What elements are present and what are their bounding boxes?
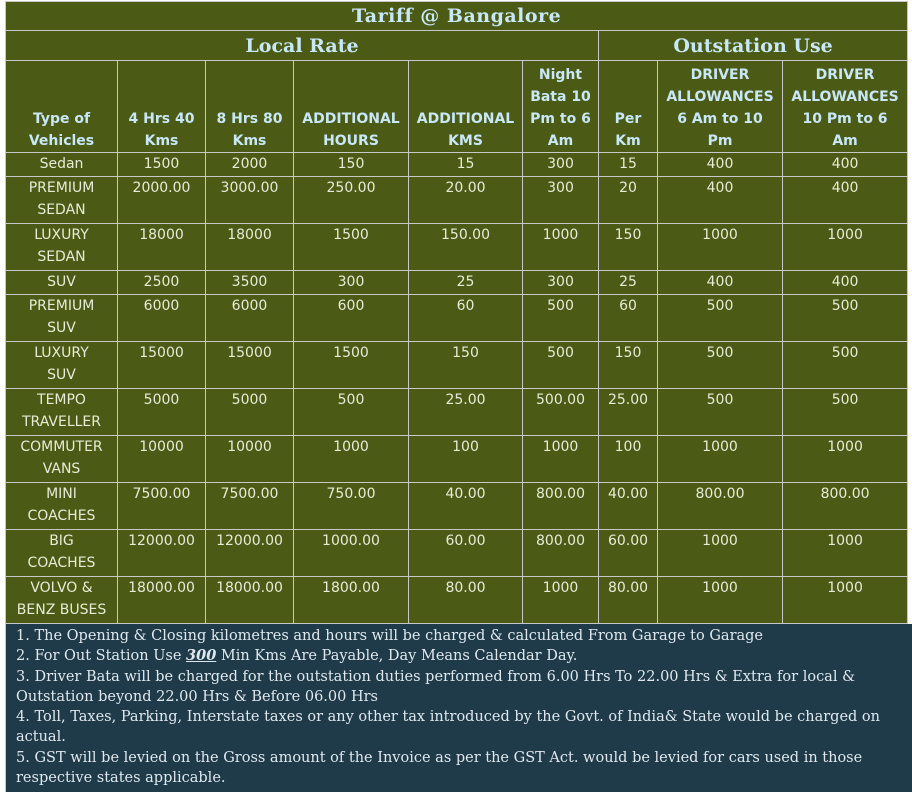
column-header-line: DRIVER bbox=[815, 67, 875, 83]
table-row bbox=[6, 153, 908, 177]
rate-cell: 1000 bbox=[783, 530, 908, 577]
vehicle-type-cell bbox=[6, 295, 118, 342]
column-header-line: Kms bbox=[144, 133, 179, 149]
vehicle-type-cell bbox=[6, 530, 118, 577]
rate-cell: 60 bbox=[409, 295, 523, 342]
rate-cell: 1000 bbox=[783, 436, 908, 483]
column-header-line: Pm to 6 bbox=[530, 111, 591, 127]
table-row bbox=[6, 389, 908, 436]
vehicle-type-line: TEMPO bbox=[37, 392, 86, 408]
vehicle-type-line: PREMIUM bbox=[28, 180, 95, 196]
column-header bbox=[523, 61, 599, 153]
rate-cell: 600 bbox=[294, 295, 409, 342]
rate-cell: 15 bbox=[409, 153, 523, 177]
rate-cell: 500 bbox=[783, 389, 908, 436]
tariff-table bbox=[5, 1, 908, 624]
rate-cell: 250.00 bbox=[294, 177, 409, 224]
rate-cell: 300 bbox=[523, 271, 599, 295]
rate-cell: 400 bbox=[658, 177, 783, 224]
rate-cell: 500 bbox=[783, 295, 908, 342]
rate-cell: 6000 bbox=[206, 295, 294, 342]
rate-cell: 18000.00 bbox=[206, 577, 294, 624]
rate-cell: 150 bbox=[599, 224, 658, 271]
vehicle-type-cell bbox=[6, 177, 118, 224]
column-header-line: Pm bbox=[707, 133, 733, 149]
note-2 bbox=[16, 646, 908, 666]
rate-cell: 1000 bbox=[658, 577, 783, 624]
rate-cell: 60.00 bbox=[599, 530, 658, 577]
rate-cell: 500 bbox=[658, 389, 783, 436]
rate-cell: 300 bbox=[523, 153, 599, 177]
column-header-line: Night bbox=[538, 67, 583, 83]
rate-cell: 400 bbox=[783, 271, 908, 295]
column-header-line: 4 Hrs 40 bbox=[128, 111, 195, 127]
rate-cell: 20 bbox=[599, 177, 658, 224]
rate-cell: 6000 bbox=[118, 295, 206, 342]
vehicle-type-line: SEDAN bbox=[37, 249, 86, 265]
note-4: 4. Toll, Taxes, Parking, Interstate taxes or any other tax introduced by the Govt. of India& State would be charged on actual. bbox=[16, 709, 880, 746]
vehicle-type-cell bbox=[6, 389, 118, 436]
rate-cell: 60.00 bbox=[409, 530, 523, 577]
column-header-line: Km bbox=[615, 133, 641, 149]
rate-cell: 300 bbox=[523, 177, 599, 224]
column-header bbox=[409, 61, 523, 153]
section-local-rate: Local Rate bbox=[6, 31, 599, 61]
rate-cell: 20.00 bbox=[409, 177, 523, 224]
rate-cell: 750.00 bbox=[294, 483, 409, 530]
rate-cell: 12000.00 bbox=[118, 530, 206, 577]
column-header bbox=[658, 61, 783, 153]
vehicle-type-line: VOLVO & bbox=[30, 580, 93, 596]
rate-cell: 800.00 bbox=[523, 530, 599, 577]
table-row bbox=[6, 436, 908, 483]
rate-cell: 3500 bbox=[206, 271, 294, 295]
rate-cell: 10000 bbox=[118, 436, 206, 483]
vehicle-type-line: SUV bbox=[47, 320, 76, 336]
rate-cell: 800.00 bbox=[523, 483, 599, 530]
column-header-line: ADDITIONAL bbox=[302, 111, 400, 127]
rate-cell: 1000 bbox=[523, 577, 599, 624]
rate-cell: 500 bbox=[658, 295, 783, 342]
rate-cell: 1500 bbox=[294, 342, 409, 389]
rate-cell: 1800.00 bbox=[294, 577, 409, 624]
rate-cell: 25.00 bbox=[409, 389, 523, 436]
column-header bbox=[206, 61, 294, 153]
column-header-line: Vehicles bbox=[28, 133, 95, 149]
note-2-text-end: Min Kms Are Payable, Day Means Calendar Day. bbox=[216, 648, 578, 665]
rate-cell: 1000 bbox=[523, 436, 599, 483]
rate-cell: 1000 bbox=[783, 577, 908, 624]
rate-cell: 10000 bbox=[206, 436, 294, 483]
rate-cell: 150 bbox=[409, 342, 523, 389]
vehicle-type-line: BIG bbox=[49, 533, 74, 549]
column-header bbox=[783, 61, 908, 153]
rate-cell: 2500 bbox=[118, 271, 206, 295]
rate-cell: 7500.00 bbox=[206, 483, 294, 530]
rate-cell: 60 bbox=[599, 295, 658, 342]
rate-cell: 1500 bbox=[118, 153, 206, 177]
rate-cell: 80.00 bbox=[409, 577, 523, 624]
column-header-line: ALLOWANCES bbox=[666, 89, 774, 105]
rate-cell: 18000 bbox=[118, 224, 206, 271]
column-header-line: HOURS bbox=[323, 133, 379, 149]
vehicle-type-cell bbox=[6, 224, 118, 271]
vehicle-type-line: COACHES bbox=[27, 555, 96, 571]
vehicle-type-line: VANS bbox=[42, 461, 81, 477]
column-header-line: KMS bbox=[448, 133, 483, 149]
rate-cell: 1000 bbox=[294, 436, 409, 483]
rate-cell: 40.00 bbox=[599, 483, 658, 530]
rate-cell: 15000 bbox=[206, 342, 294, 389]
terms-notes bbox=[5, 624, 912, 792]
column-header-line: Type of bbox=[32, 111, 91, 127]
rate-cell: 2000 bbox=[206, 153, 294, 177]
rate-cell: 40.00 bbox=[409, 483, 523, 530]
rate-cell: 15 bbox=[599, 153, 658, 177]
vehicle-type-line: MINI bbox=[46, 486, 77, 502]
table-row bbox=[6, 295, 908, 342]
vehicle-type-cell bbox=[6, 342, 118, 389]
column-header-line: Per bbox=[614, 111, 642, 127]
column-header-line: Kms bbox=[232, 133, 267, 149]
column-header-line: ALLOWANCES bbox=[791, 89, 899, 105]
vehicle-type-cell bbox=[6, 436, 118, 483]
column-header-line: Bata 10 bbox=[530, 89, 591, 105]
rate-cell: 150 bbox=[294, 153, 409, 177]
rate-cell: 18000.00 bbox=[118, 577, 206, 624]
rate-cell: 400 bbox=[658, 153, 783, 177]
vehicle-type-line: SEDAN bbox=[37, 202, 86, 218]
rate-cell: 1000 bbox=[658, 436, 783, 483]
vehicle-type-line: BENZ BUSES bbox=[16, 602, 107, 618]
rate-cell: 3000.00 bbox=[206, 177, 294, 224]
rate-cell: 800.00 bbox=[658, 483, 783, 530]
column-header-row bbox=[6, 61, 908, 153]
table-row bbox=[6, 271, 908, 295]
rate-cell: 500 bbox=[658, 342, 783, 389]
vehicle-type-line: TRAVELLER bbox=[22, 414, 101, 430]
table-row bbox=[6, 530, 908, 577]
rate-cell: 1000 bbox=[658, 530, 783, 577]
rate-cell: 1000 bbox=[783, 224, 908, 271]
column-header-line: 10 Pm to 6 bbox=[802, 111, 888, 127]
rate-cell: 1000.00 bbox=[294, 530, 409, 577]
note-3: 3. Driver Bata will be charged for the outstation duties performed from 6.00 Hrs To 22.00 Hrs & Extra for local & Outstation beyond 22.00 Hrs & Before 06.00 Hrs bbox=[16, 668, 855, 705]
vehicle-type-cell bbox=[6, 577, 118, 624]
column-header-line: ADDITIONAL bbox=[416, 111, 515, 127]
column-header bbox=[118, 61, 206, 153]
vehicle-type-line: PREMIUM bbox=[28, 298, 95, 314]
column-header-line: 6 Am to 10 bbox=[677, 111, 763, 127]
column-header bbox=[6, 61, 118, 153]
rate-cell: 400 bbox=[783, 177, 908, 224]
rate-cell: 500 bbox=[523, 295, 599, 342]
rate-cell: 25.00 bbox=[599, 389, 658, 436]
column-header-line: Am bbox=[547, 133, 574, 149]
rate-cell: 400 bbox=[783, 153, 908, 177]
column-header-line: Am bbox=[832, 133, 858, 149]
min-kms-value: 300 bbox=[186, 647, 217, 665]
rate-cell: 25 bbox=[409, 271, 523, 295]
rate-cell: 1000 bbox=[523, 224, 599, 271]
table-row bbox=[6, 177, 908, 224]
rate-cell: 80.00 bbox=[599, 577, 658, 624]
table-row bbox=[6, 224, 908, 271]
note-5: 5. GST will be levied on the Gross amount of the Invoice as per the GST Act. would be levied for cars used in those respective states applicable. bbox=[16, 749, 863, 787]
rate-cell: 1000 bbox=[658, 224, 783, 271]
rate-cell: 7500.00 bbox=[118, 483, 206, 530]
note-2-text-start: 2. For Out Station Use bbox=[16, 648, 187, 665]
rate-cell: 100 bbox=[409, 436, 523, 483]
note-1: 1. The Opening & Closing kilometres and hours will be charged & calculated From Garage to Garage bbox=[16, 628, 764, 644]
rate-cell: 150 bbox=[599, 342, 658, 389]
rate-cell: 400 bbox=[658, 271, 783, 295]
vehicle-type-line: Sedan bbox=[39, 156, 84, 172]
rate-cell: 25 bbox=[599, 271, 658, 295]
tariff-body bbox=[6, 153, 908, 624]
table-row bbox=[6, 483, 908, 530]
rate-cell: 1500 bbox=[294, 224, 409, 271]
rate-cell: 150.00 bbox=[409, 224, 523, 271]
column-header bbox=[294, 61, 409, 153]
rate-cell: 15000 bbox=[118, 342, 206, 389]
vehicle-type-line: LUXURY bbox=[34, 345, 89, 361]
rate-cell: 300 bbox=[294, 271, 409, 295]
table-row bbox=[6, 577, 908, 624]
table-row bbox=[6, 342, 908, 389]
rate-cell: 18000 bbox=[206, 224, 294, 271]
vehicle-type-cell bbox=[6, 153, 118, 177]
rate-cell: 800.00 bbox=[783, 483, 908, 530]
column-header-line: 8 Hrs 80 bbox=[216, 111, 283, 127]
vehicle-type-cell bbox=[6, 271, 118, 295]
rate-cell: 2000.00 bbox=[118, 177, 206, 224]
rate-cell: 500 bbox=[294, 389, 409, 436]
vehicle-type-line: COMMUTER bbox=[20, 439, 103, 455]
rate-cell: 5000 bbox=[206, 389, 294, 436]
vehicle-type-line: COACHES bbox=[27, 508, 96, 524]
rate-cell: 5000 bbox=[118, 389, 206, 436]
vehicle-type-line: LUXURY bbox=[34, 227, 89, 243]
rate-cell: 500 bbox=[783, 342, 908, 389]
rate-cell: 500.00 bbox=[523, 389, 599, 436]
rate-cell: 100 bbox=[599, 436, 658, 483]
vehicle-type-cell bbox=[6, 483, 118, 530]
rate-cell: 500 bbox=[523, 342, 599, 389]
vehicle-type-line: SUV bbox=[47, 367, 76, 383]
column-header-line: DRIVER bbox=[690, 67, 750, 83]
column-header bbox=[599, 61, 658, 153]
table-title: Tariff @ Bangalore bbox=[6, 2, 908, 31]
vehicle-type-line: SUV bbox=[47, 274, 76, 290]
section-outstation-use: Outstation Use bbox=[599, 31, 908, 61]
rate-cell: 12000.00 bbox=[206, 530, 294, 577]
